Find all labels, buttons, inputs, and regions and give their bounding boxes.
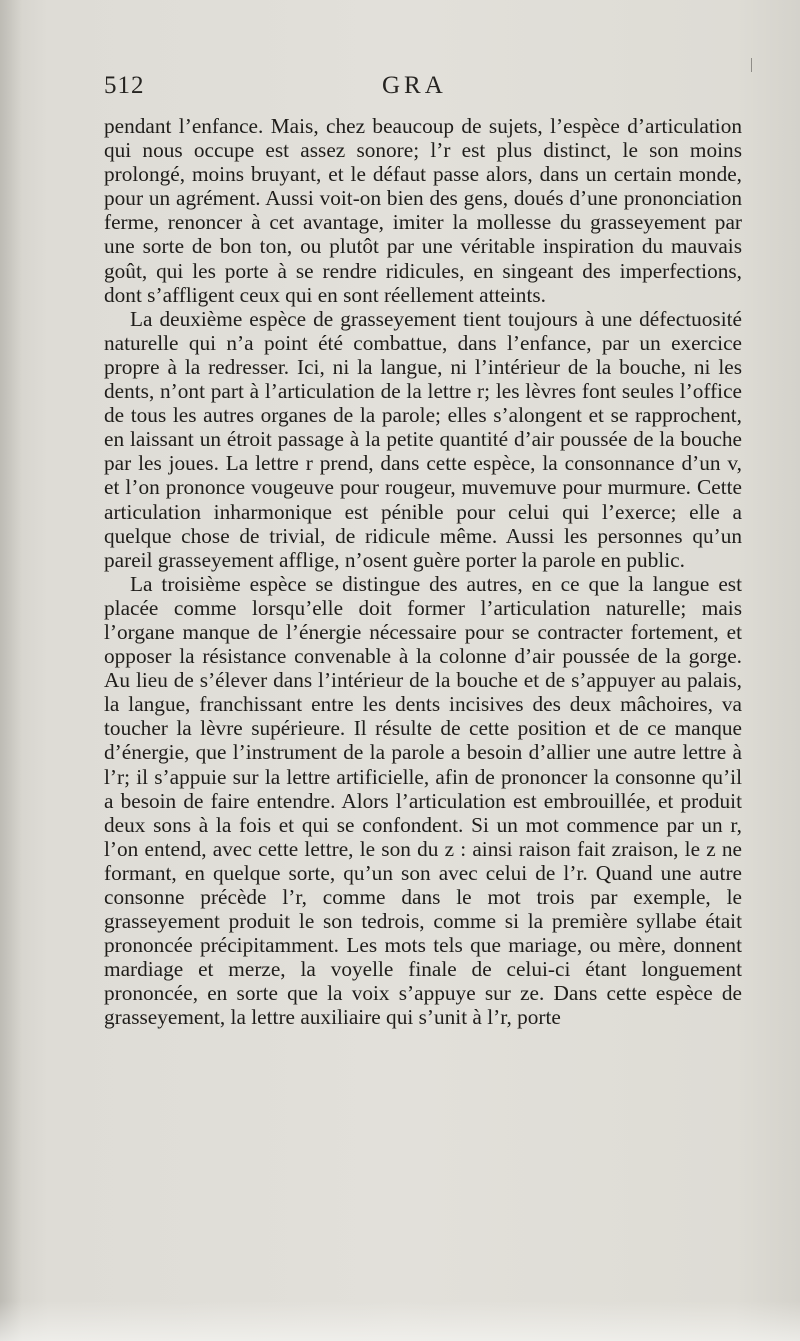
page-gutter-shadow bbox=[0, 0, 22, 1341]
text-body bbox=[104, 114, 742, 1030]
paragraph-1: pendant l’enfance. Mais, chez beaucoup de sujets, l’espèce d’articulation qui nous occupe est assez sonore; l’r est plus distinct, le son moins prolongé, moins bruyant, et le défaut passe alors, dans un certain monde, pour un agrément. Aussi voit-on bien des gens, doués d’une prononciation ferme, renoncer à cet avantage, imiter la mollesse du grasseyement par une sorte de bon ton, ou plutôt par une véritable inspiration du mauvais goût, qui les porte à se rendre ridicules, en singeant des imperfections, dont s’affligent ceux qui en sont réellement atteints. bbox=[104, 114, 742, 307]
page-edge-mark bbox=[751, 58, 752, 72]
page-number: 512 bbox=[104, 72, 145, 99]
running-head: GRA bbox=[382, 72, 447, 99]
page-bottom-edge bbox=[0, 1301, 800, 1341]
page-header bbox=[104, 72, 738, 112]
paragraph-3: La troisième espèce se distingue des autres, en ce que la langue est placée comme lorsqu’elle doit former l’articulation naturelle; mais l’organe manque de l’énergie nécessaire pour se contracter fortement, et opposer la résistance convenable à la colonne d’air poussée de la gorge. Au lieu de s’élever dans l’intérieur de la bouche et de s’appuyer au palais, la langue, franchissant entre les dents incisives des deux mâchoires, va toucher la lèvre supérieure. Il résulte de cette position et de ce manque d’énergie, que l’instrument de la parole a besoin d’allier une autre lettre à l’r; il s’appuie sur la lettre artificielle, afin de prononcer la consonne qu’il a besoin de faire entendre. Alors l’articulation est embrouillée, et produit deux sons à la fois et qui se confondent. Si un mot commence par un r, l’on entend, avec cette lettre, le son du z : ainsi raison fait zraison, le z ne formant, en quelque sorte, qu’un son avec celui de l’r. Quand une autre consonne précède l’r, comme dans le mot trois par exemple, le grasseyement produit le son tedrois, comme si la première syllabe était prononcée précipitamment. Les mots tels que mariage, ou mère, donnent mardiage et merze, la voyelle finale de celui-ci étant longuement prononcée, en sorte que la voix s’appuye sur ze. Dans cette espèce de grasseyement, la lettre auxiliaire qui s’unit à l’r, porte bbox=[104, 571, 742, 1030]
paragraph-2: La deuxième espèce de grasseyement tient toujours à une défectuosité naturelle qui n’a point été combattue, dans l’enfance, par un exercice propre à la redresser. Ici, ni la langue, ni l’intérieur de la bouche, ni les dents, n’ont part à l’articulation de la lettre r; les lèvres font seules l’office de tous les autres organes de la parole; elles s’alongent et se rapprochent, en laissant un étroit passage à la petite quantité d’air poussée de la bouche par les joues. La lettre r prend, dans cette espèce, la consonnance d’un v, et l’on prononce vougeuve pour rougeur, muvemuve pour murmure. Cette articulation inharmonique est pénible pour celui qui l’exerce; elle a quelque chose de trivial, de ridicule même. Aussi les personnes qu’un pareil grasseyement afflige, n’osent guère porter la parole en public. bbox=[104, 306, 742, 572]
